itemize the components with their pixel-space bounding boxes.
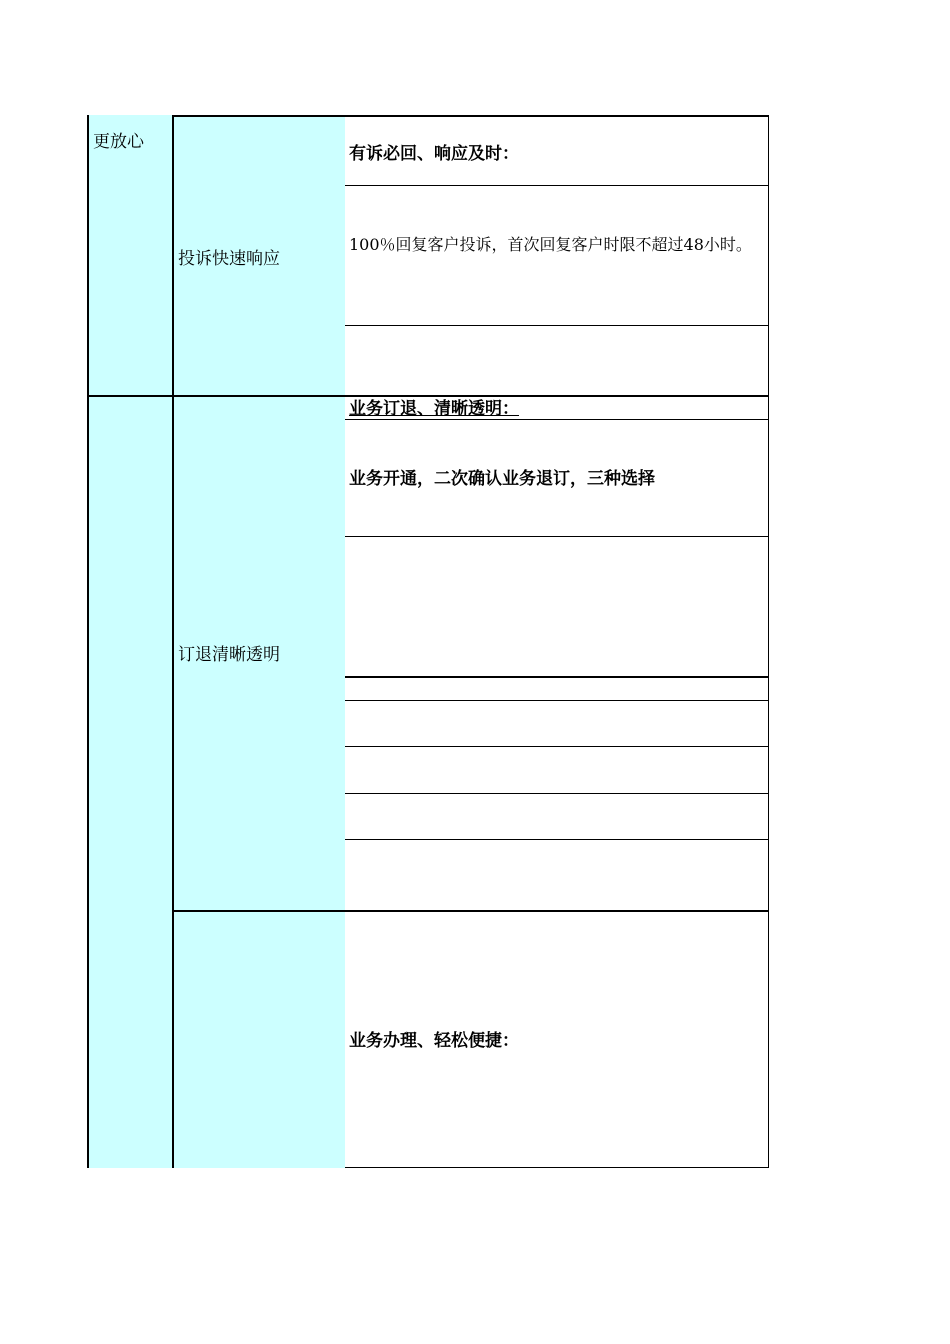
sub-section-divider: [172, 910, 769, 912]
row-divider: [345, 746, 769, 747]
row-divider: [345, 676, 769, 678]
sub-item-label-complaint: 投诉快速响应: [178, 249, 280, 269]
row-divider: [345, 185, 769, 186]
category-cell-2: [87, 396, 173, 1168]
subscription-heading: 业务订退、清晰透明：: [349, 399, 519, 419]
sub-item-label-subscription: 订退清晰透明: [178, 645, 280, 665]
subscription-description: 业务开通，二次确认业务退订，三种选择: [349, 469, 655, 489]
row-divider: [345, 325, 769, 326]
sub-item-cell-convenience: [172, 911, 346, 1168]
row-divider: [345, 536, 769, 537]
complaint-description: 100％回复客户投诉，首次回复客户时限不超过48小时。: [349, 235, 752, 254]
category-cell-1: [87, 115, 173, 397]
row-divider: [345, 700, 769, 701]
complaint-heading: 有诉必回、响应及时：: [349, 144, 519, 164]
top-border: [172, 115, 769, 117]
row-divider: [345, 793, 769, 794]
sub-item-cell-complaint: [172, 115, 346, 397]
sub-item-cell-subscription: [172, 396, 346, 912]
convenience-heading: 业务办理、轻松便捷：: [349, 1031, 519, 1051]
bottom-border: [345, 1167, 769, 1168]
content-column: [345, 115, 769, 1168]
row-divider: [345, 839, 769, 840]
category-label-1: 更放心: [93, 132, 144, 152]
